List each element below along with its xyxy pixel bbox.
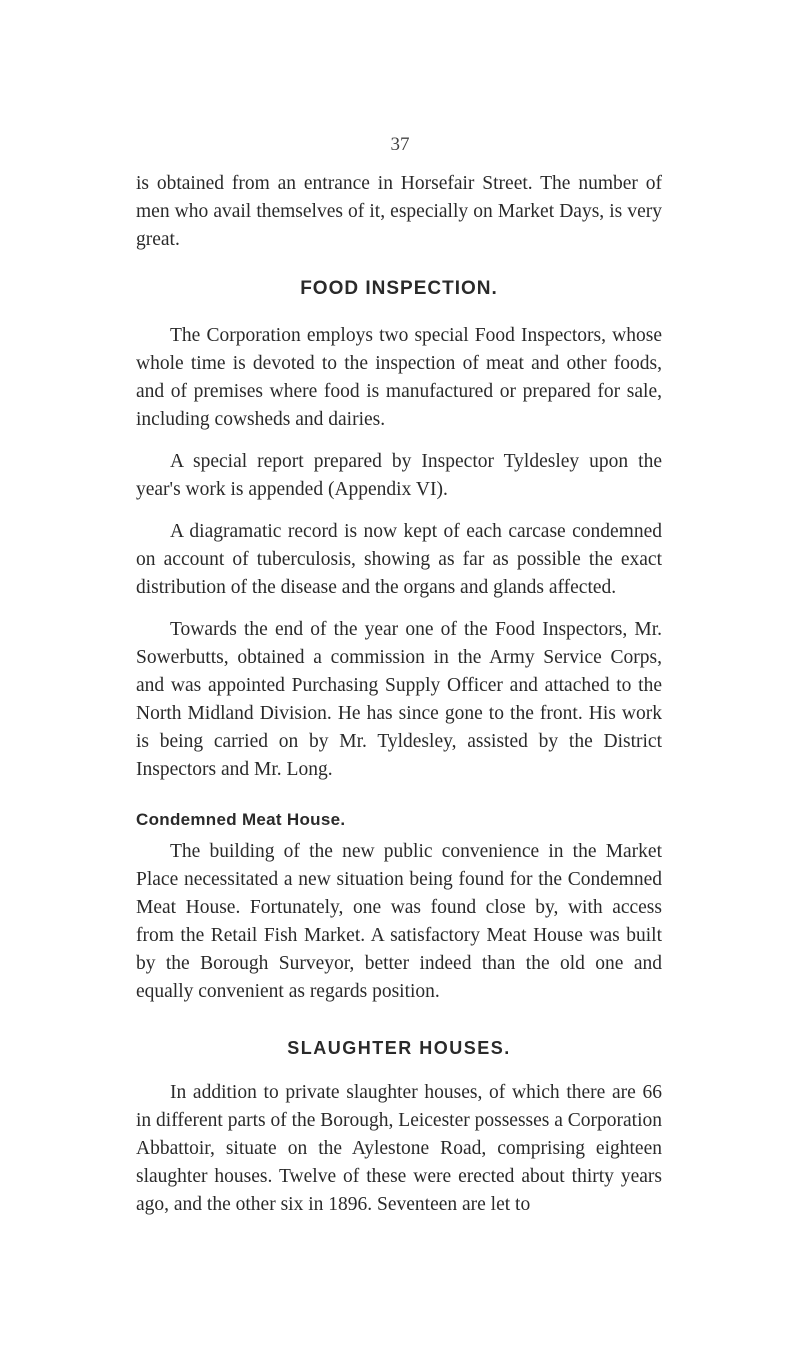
slaughter-houses-paragraph: In addition to private slaughter houses, of which there are 66 in different parts of the Borough, Leicester possesses a Corporation Abbattoir, situate on the Aylestone Road, comprising eighteen slaughter houses. Twelve of these were erected about thirty years ago, and the other six in 1896. Seventeen are let to: [136, 1082, 663, 1215]
condemned-meat-house-paragraph: The building of the new public convenience in the Market Place necessitated a new situation being found for the Condemned Meat House. Fortunately, one was found close by, with access from the Retail Fish Market. A satisfactory Meat House was built by the Borough Surveyor, better indeed than the old one and equally convenient as regards position.: [136, 841, 662, 1002]
slaughter-houses-heading: SLAUGHTER HOUSES.: [287, 1038, 511, 1058]
document-body: [136, 170, 662, 1219]
food-inspection-heading: FOOD INSPECTION.: [300, 278, 498, 299]
food-inspection-paragraph-4: Towards the end of the year one of the Food Inspectors, Mr. Sowerbutts, obtained a commission in the Army Service Corps, and was appointed Purchasing Supply Officer and attached to the North Midland Division. He has since gone to the front. His work is being carried on by Mr. Tyldesley, assisted by the District Inspectors and Mr. Long.: [136, 619, 662, 780]
food-inspection-paragraph-3: A diagramatic record is now kept of each carcase condemned on account of tuberculosis, showing as far as possible the exact distribution of the disease and the organs and glands affected.: [136, 521, 662, 598]
food-inspection-paragraph-1: The Corporation employs two special Food Inspectors, whose whole time is devoted to the inspection of meat and other foods, and of premises where food is manufactured or prepared for sale, including cowsheds and dairies.: [136, 325, 662, 430]
page-number: 37: [390, 134, 410, 155]
intro-paragraph: is obtained from an entrance in Horsefair Street. The number of men who avail themselves of it, especially on Market Days, is very great.: [136, 173, 662, 250]
food-inspection-paragraph-2: A special report prepared by Inspector Tyldesley upon the year's work is appended (Appendix VI).: [136, 451, 662, 500]
condemned-meat-house-heading: Condemned Meat House.: [136, 810, 346, 829]
